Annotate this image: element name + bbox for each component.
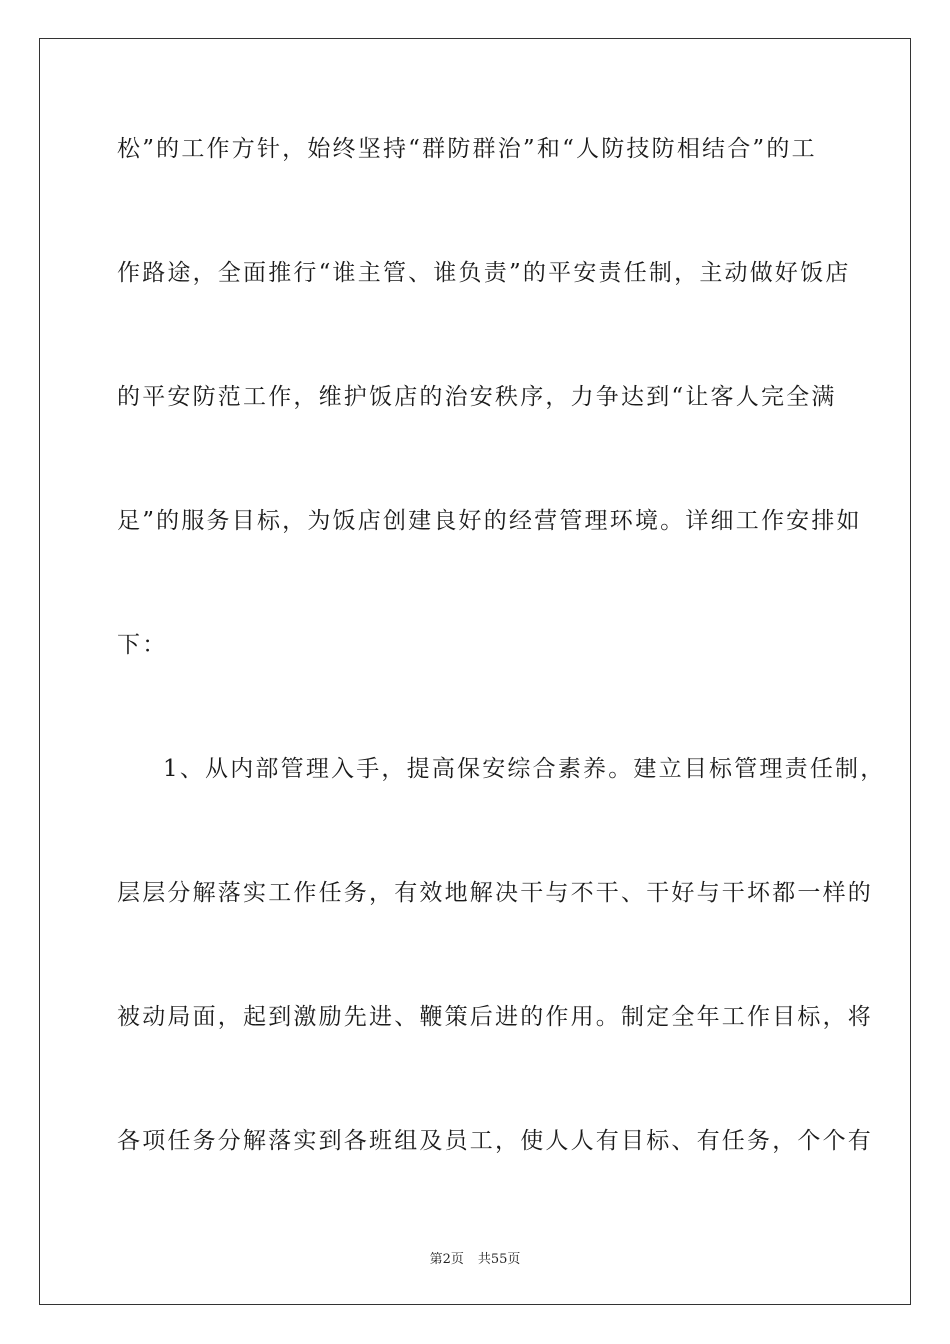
body-line-4: 足”的服务目标，为饭店创建良好的经营管理环境。详细工作安排如 <box>117 508 862 534</box>
body-line-8: 被动局面，起到激励先进、鞭策后进的作用。制定全年工作目标，将 <box>117 1004 873 1030</box>
page-frame <box>39 38 911 1305</box>
body-line-1: 松”的工作方针，始终坚持“群防群治”和“人防技防相结合”的工 <box>117 136 817 162</box>
body-line-6: 1、从内部管理入手，提高保安综合素养。建立目标管理责任制， <box>163 756 886 782</box>
body-line-9: 各项任务分解落实到各班组及员工，使人人有目标、有任务，个个有 <box>117 1128 873 1154</box>
page-total: 共55页 <box>477 1252 521 1267</box>
body-line-3: 的平安防范工作，维护饭店的治安秩序，力争达到“让客人完全满 <box>117 384 837 410</box>
page-number: 第2页 <box>429 1252 464 1267</box>
body-line-2: 作路途，全面推行“谁主管、谁负责”的平安责任制，主动做好饭店 <box>117 260 851 286</box>
body-line-7: 层层分解落实工作任务，有效地解决干与不干、干好与干坏都一样的 <box>117 880 873 906</box>
page-footer <box>0 1248 950 1267</box>
body-line-5: 下： <box>117 632 168 658</box>
